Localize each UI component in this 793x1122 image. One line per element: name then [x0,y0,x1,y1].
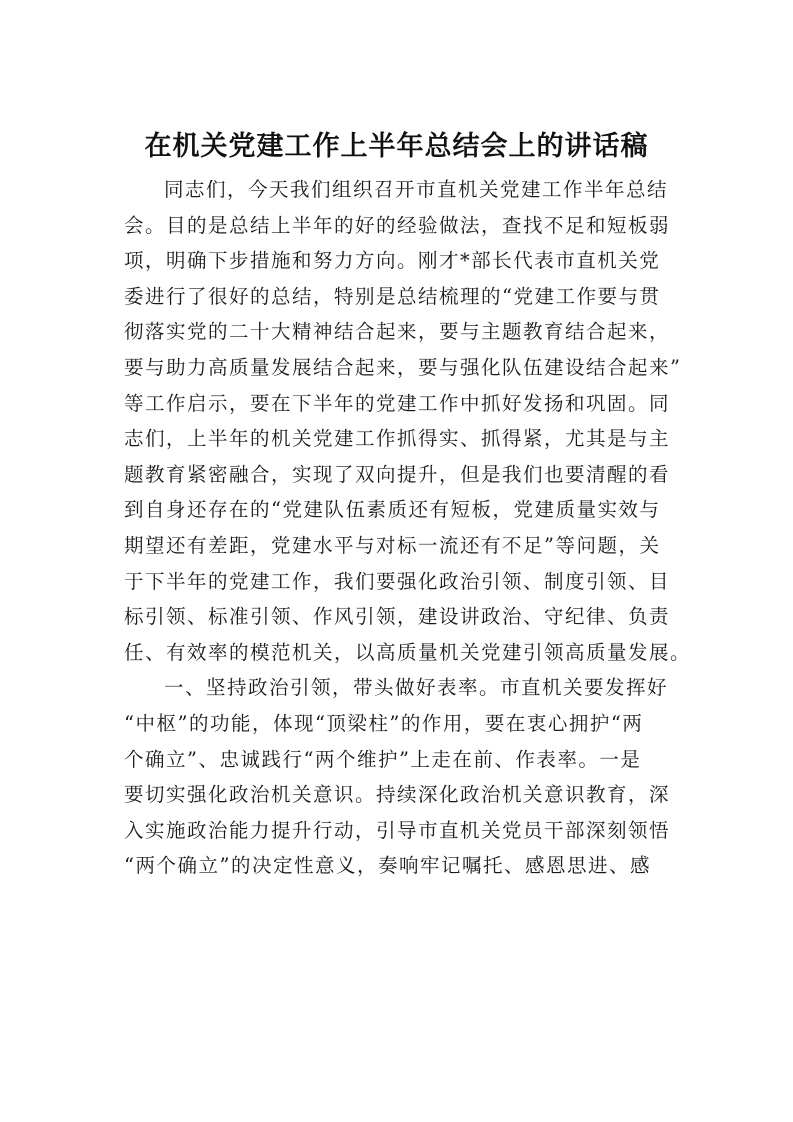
body-line: 等工作启示，要在下半年的党建工作中抓好发扬和巩固。同 [124,391,671,415]
document-body [124,172,692,884]
body-line: 会。目的是总结上半年的好的经验做法，查找不足和短板弱 [124,213,671,237]
body-line: 要与助力高质量发展结合起来，要与强化队伍建设结合起来” [124,355,682,379]
body-line: 彻落实党的二十大精神结合起来，要与主题教育结合起来， [124,320,671,344]
body-line: “中枢”的功能，体现“顶梁柱”的作用，要在衷心拥护“两 [124,711,644,735]
document-title: 在机关党建工作上半年总结会上的讲话稿 [144,131,649,162]
body-line: 要切实强化政治机关意识。持续深化政治机关意识教育，深 [124,783,671,807]
body-line: “两个确立”的决定性意义，奏响牢记嘱托、感恩思进、感 [124,854,651,878]
body-line: 到自身还存在的“党建队伍素质还有短板，党建质量实效与 [124,498,661,522]
body-line: 项，明确下步措施和努力方向。刚才*部长代表市直机关党 [124,249,661,273]
body-line: 于下半年的党建工作，我们要强化政治引领、制度引领、目 [124,569,671,593]
body-line: 同志们，今天我们组织召开市直机关党建工作半年总结 [164,178,669,201]
body-line: 个确立”、忠诚践行“两个维护”上走在前、作表率。一是 [124,747,642,771]
body-line: 任、有效率的模范机关，以高质量机关党建引领高质量发展。 [124,640,692,664]
body-line: 标引领、标准引领、作风引领，建设讲政治、守纪律、负责 [124,605,671,629]
body-line: 志们，上半年的机关党建工作抓得实、抓得紧，尤其是与主 [124,427,671,451]
body-line: 委进行了很好的总结，特别是总结梳理的“党建工作要与贯 [124,284,661,308]
body-line: 入实施政治能力提升行动，引导市直机关党员干部深刻领悟 [124,818,671,842]
body-line: 题教育紧密融合，实现了双向提升，但是我们也要清醒的看 [124,462,671,486]
section-heading-line: 一、坚持政治引领，带头做好表率。市直机关要发挥好 [164,676,669,700]
body-line: 期望还有差距，党建水平与对标一流还有不足”等问题，关 [124,533,661,557]
